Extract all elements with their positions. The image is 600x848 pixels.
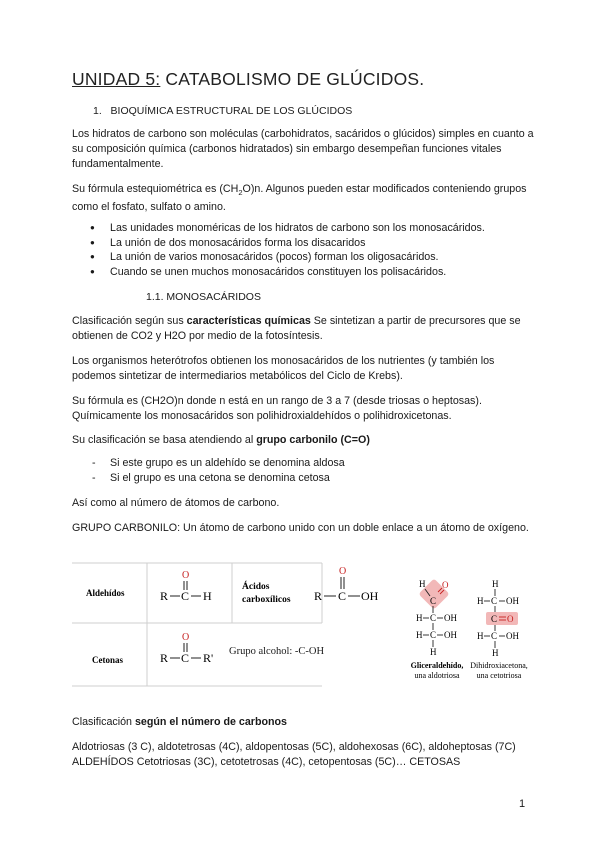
bullet-item: ● Cuando se unen muchos monosacáridos constituyen los polisacáridos.: [90, 265, 530, 280]
carbon-atom: C: [491, 614, 498, 624]
carbon-atom: C: [338, 589, 347, 603]
title-prefix: UNIDAD 5:: [72, 69, 161, 89]
hydrogen-atom: H: [492, 579, 499, 589]
bold-text: grupo carbonilo (C=O): [256, 434, 370, 446]
page-number: 1: [519, 798, 526, 810]
hydrogen-atom: H: [416, 630, 423, 640]
glyceraldehyde-subcaption: una aldotriosa: [414, 671, 460, 680]
text: Clasificación: [72, 716, 135, 728]
aldehyde-structure: [160, 570, 212, 603]
text: Se sintetizan a partir de precursores que se obtienen de CO2 y H2O por medio de la fotosíntesis.: [72, 315, 521, 343]
bullet-item: ● La unión de varios monosacáridos (pocos) forman los oligosacáridos.: [90, 250, 530, 265]
carbon-atom: C: [430, 613, 437, 623]
hydrogen-atom: H: [477, 596, 484, 606]
hydroxyl-group: OH: [506, 631, 519, 641]
r-atom: R: [160, 589, 169, 603]
carbon-atom: C: [430, 630, 437, 640]
hydroxyl-group: OH: [444, 630, 457, 640]
paragraph-formula: [72, 182, 534, 216]
paragraph-carbonyl-def: GRUPO CARBONILO: Un átomo de carbono unido con un doble enlace a un átomo de oxígeno.: [72, 522, 529, 534]
oxygen-atom: O: [339, 566, 347, 577]
hydroxyl-group: OH: [506, 596, 519, 606]
hydrogen-atom: H: [477, 631, 484, 641]
carbon-atom: C: [181, 651, 190, 665]
r-atom: R: [314, 589, 323, 603]
carbonyl-figure: [72, 561, 532, 721]
formula-text-a: Su fórmula estequiométrica es (CH: [72, 183, 239, 195]
bullet-item: ● Las unidades monoméricas de los hidratos de carbono son los monosacáridos.: [90, 221, 530, 236]
aldehydes-label: Aldehídos: [86, 588, 125, 598]
bullet-item: ● La unión de dos monosacáridos forma los disacaridos: [90, 236, 530, 251]
carbon-atom: C: [491, 596, 498, 606]
text: Su clasificación se basa atendiendo al: [72, 434, 257, 446]
ketones-label: Cetonas: [92, 655, 123, 665]
dihydroxyacetone-caption: Dihidroxiacetona,: [470, 661, 528, 670]
r-atom: R: [160, 651, 169, 665]
paragraph-formula-range: Su fórmula es (CH2O)n donde n está en un rango de 3 a 7 (desde triosas o heptosas). Químicamente los monosacáridos son polihidroxialdehídos o polihidroxicetonas.: [72, 395, 482, 423]
hydrogen-atom: H: [419, 579, 426, 589]
carbon-atom: C: [181, 589, 190, 603]
oxygen-atom: O: [507, 614, 514, 624]
hydrogen-atom: H: [203, 589, 212, 603]
oxygen-atom: O: [182, 570, 190, 581]
acids-label-line2: carboxílicos: [242, 595, 291, 605]
carbon-atom: C: [430, 596, 437, 606]
paragraph-carbonyl-basis: [72, 433, 534, 448]
section-label: BIOQUÍMICA ESTRUCTURAL DE LOS GLÚCIDOS: [110, 105, 353, 117]
hydroxyl-group: OH: [444, 613, 457, 623]
bold-text: según el número de carbonos: [134, 716, 287, 728]
carboxylic-acid-structure: [314, 566, 379, 603]
acids-label-line1: Ácidos: [242, 582, 270, 592]
section-heading-1: [93, 105, 352, 117]
section-number: 1.: [93, 105, 102, 117]
paragraph-classification-chemical: [72, 314, 534, 344]
hydrogen-atom: H: [416, 613, 423, 623]
paragraph-heterotrophs: Los organismos heterótrofos obtienen los monosacáridos de los nutrientes (y también los podemos sintetizar de intermediarios metabólicos del Ciclo de Krebs).: [72, 355, 495, 383]
dash-list: [90, 456, 530, 485]
paragraph-carbon-count: Así como al número de átomos de carbono.: [72, 497, 280, 509]
formula-text-b: O)n. Algunos pueden estar modificados conteniendo grupos como el fosfato, sulfato o amino.: [72, 183, 527, 214]
paragraph-carbon-classification: [72, 715, 534, 730]
bold-text: características químicas: [186, 315, 311, 327]
oxygen-atom: O: [442, 580, 449, 590]
dash-item: - Si el grupo es una cetona se denomina cetosa: [90, 471, 530, 486]
formula-subscript: 2: [238, 188, 243, 198]
glyceraldehyde-structure: [411, 578, 464, 680]
r-prime-atom: R': [203, 651, 214, 665]
bullet-list: [90, 221, 530, 279]
paragraph-intro: Los hidratos de carbono son moléculas (carbohidratos, sacáridos o glúcidos) simples en cuanto a su composición química (carbonos hidratados) sin embargo desempeñan funciones vitales fundamentalmente.: [72, 128, 534, 171]
dihydroxyacetone-structure: [470, 579, 528, 680]
page-title: [72, 69, 424, 90]
dash-item: - Si este grupo es un aldehído se denomina aldosa: [90, 456, 530, 471]
title-rest: CATABOLISMO DE GLÚCIDOS.: [160, 69, 425, 89]
carbon-atom: C: [491, 631, 498, 641]
hydroxyl-group: OH: [361, 589, 379, 603]
paragraph-aldoses-ketoses: Aldotriosas (3 C), aldotetrosas (4C), aldopentosas (5C), aldohexosas (6C), aldoheptosas (7C) ALDEHÍDOS Cetotriosas (3C), cetotetrosas (4C), cetopentosas (5C)… CETOSAS: [72, 741, 516, 769]
dihydroxyacetone-subcaption: una cetotriosa: [476, 671, 522, 680]
glyceraldehyde-caption: Gliceraldehído,: [410, 661, 464, 670]
ketone-structure: [160, 632, 213, 665]
alcohol-group-label: Grupo alcohol: -C-OH: [229, 646, 325, 657]
oxygen-atom: O: [182, 632, 190, 643]
hydrogen-atom: H: [492, 648, 499, 658]
hydrogen-atom: H: [430, 647, 437, 657]
section-heading-1-1: 1.1. MONOSACÁRIDOS: [146, 291, 261, 303]
text: Clasificación según sus: [72, 315, 187, 327]
